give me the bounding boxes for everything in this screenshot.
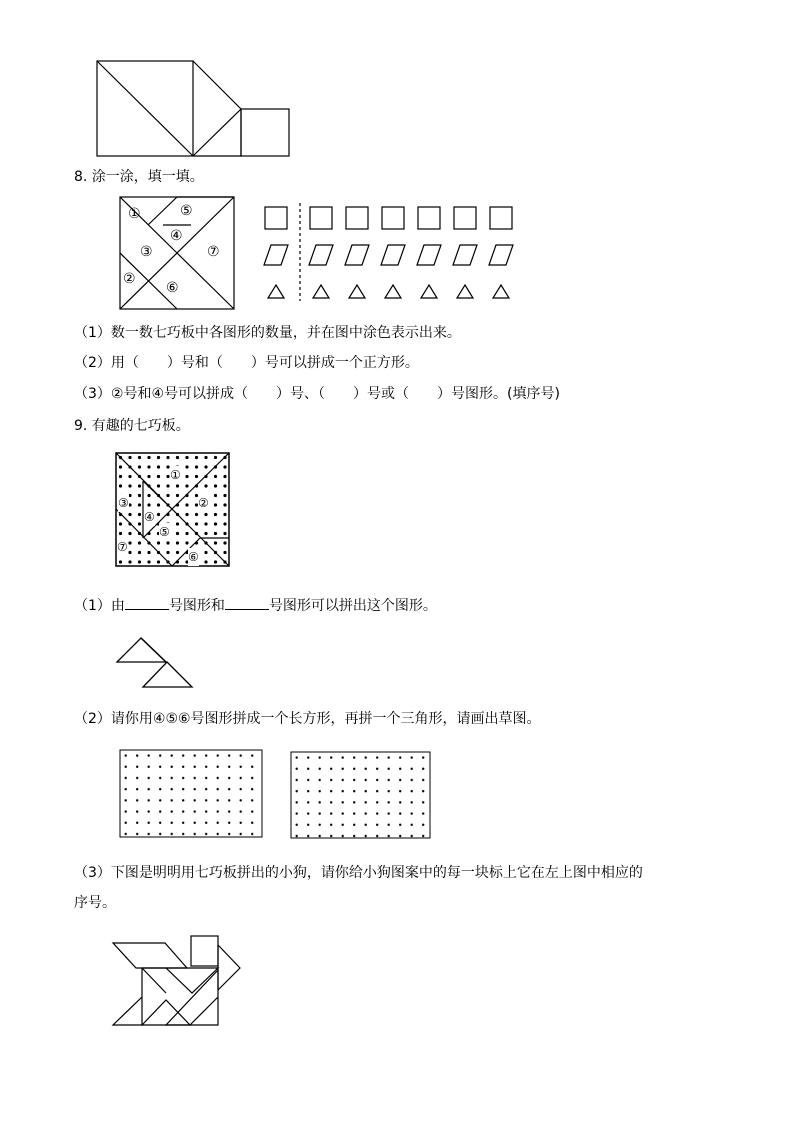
blank-2[interactable] — [225, 595, 269, 610]
tangram-label-6: ⑥ — [166, 280, 179, 296]
square-cell — [382, 207, 404, 229]
parallelogram-cell — [345, 245, 369, 265]
blank-1[interactable] — [125, 595, 169, 610]
tangram-label-5: ⑤ — [180, 203, 193, 219]
triangle-cell — [457, 285, 473, 298]
q9-sub3-line1: （3）下图是明明用七巧板拼出的小狗，请你给小狗图案中的每一块标上它在左上图中相应的 — [74, 865, 643, 881]
triangle-cell — [493, 285, 509, 298]
puppy-tangram — [0, 0, 794, 120]
parallelogram-cell — [264, 245, 288, 265]
tangram-label-1: ① — [128, 206, 141, 222]
dot-label-3: ③ — [118, 496, 129, 510]
dot-label-4: ④ — [144, 510, 155, 524]
dot-grid-triangle — [291, 752, 430, 838]
dot-label-5: ⑤ — [159, 525, 170, 539]
dot-label-2: ② — [198, 496, 209, 510]
q9-sub1: （1）由 号图形和 号图形可以拼出这个图形。 — [74, 595, 437, 615]
triangle-cell — [268, 285, 284, 298]
q9-sub3-line2: 序号。 — [74, 895, 116, 911]
tangram-label-7: ⑦ — [207, 244, 220, 260]
tangram-label-2: ② — [123, 271, 136, 287]
q9-sub2: （2）请你用④⑤⑥号图形拼成一个长方形，再拼一个三角形，请画出草图。 — [74, 711, 541, 727]
parallelogram-cell — [381, 245, 405, 265]
square-cell — [454, 207, 476, 229]
q8-sub3: （3）②号和④号可以拼成（ ）号、（ ）号或（ ）号图形。(填序号) — [74, 386, 560, 402]
parallelogram-cell — [489, 245, 513, 265]
square-cell — [346, 207, 368, 229]
q8-sub2: （2）用（ ）号和（ ）号可以拼成一个正方形。 — [74, 355, 419, 371]
square-cell — [490, 207, 512, 229]
parallelogram-cell — [309, 245, 333, 265]
square-cell — [310, 207, 332, 229]
parallelogram-cell — [453, 245, 477, 265]
triangle-cell — [385, 285, 401, 298]
triangle-cell — [349, 285, 365, 298]
parallelogram-cell — [417, 245, 441, 265]
tangram-label-3: ③ — [140, 244, 153, 260]
q8-title: 8. 涂一涂，填一填。 — [74, 169, 204, 185]
dot-label-1: ① — [170, 468, 181, 482]
q9-title: 9. 有趣的七巧板。 — [74, 418, 190, 434]
dot-label-6: ⑥ — [188, 550, 199, 564]
dot-label-7: ⑦ — [117, 540, 128, 554]
triangle-cell — [421, 285, 437, 298]
triangle-cell — [313, 285, 329, 298]
q8-sub1: （1）数一数七巧板中各图形的数量，并在图中涂色表示出来。 — [74, 325, 461, 341]
square-cell — [265, 207, 287, 229]
dot-grid-rectangle — [120, 750, 262, 837]
square-cell — [418, 207, 440, 229]
tangram-label-4: ④ — [170, 228, 183, 244]
